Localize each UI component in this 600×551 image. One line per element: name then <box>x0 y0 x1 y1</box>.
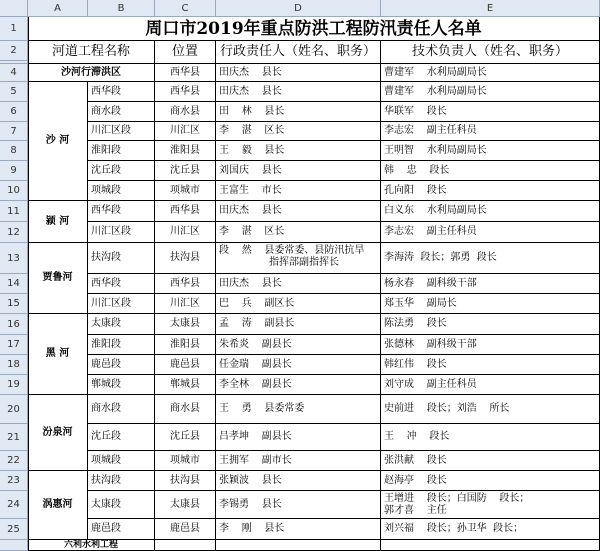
cell-tech-line2: 郭才喜 主任 <box>384 504 447 516</box>
cell-segment[interactable]: 淮阳段 <box>88 141 155 161</box>
cell-segment[interactable]: 沈丘段 <box>88 161 155 181</box>
cell-admin[interactable]: 吕孝坤 副县长 <box>216 424 381 451</box>
cell-location[interactable]: 商水县 <box>155 395 216 424</box>
cell-segment[interactable]: 太康段 <box>88 491 155 519</box>
cell-project-last[interactable]: 六利水利工程 <box>28 540 155 551</box>
cell-location[interactable]: 太康县 <box>155 491 216 519</box>
row-header-10[interactable]: 10 <box>0 181 28 201</box>
cell-tech[interactable]: 赵海亭 段长 <box>381 471 600 491</box>
cell-admin[interactable]: 任金瑞 副县长 <box>216 355 381 375</box>
row-header-1[interactable]: 1 <box>0 17 28 41</box>
row-header-25[interactable]: 25 <box>0 519 28 540</box>
row-header-4[interactable]: 4 <box>0 64 28 82</box>
cell-admin[interactable]: 李 刚 县长 <box>216 519 381 540</box>
cell-location[interactable]: 鹿邑县 <box>155 519 216 540</box>
cell-tech[interactable]: 曹建军 水利局副局长 <box>381 64 600 82</box>
cell-location[interactable]: 太康县 <box>155 314 216 335</box>
cell-segment[interactable]: 沈丘段 <box>88 424 155 451</box>
cell-admin[interactable]: 刘国庆 县长 <box>216 161 381 181</box>
cell-admin[interactable]: 田庆杰 县长 <box>216 64 381 82</box>
cell-tech[interactable] <box>381 540 600 551</box>
cell-admin[interactable]: 王 勇 县委常委 <box>216 395 381 424</box>
cell-segment[interactable]: 郸城段 <box>88 375 155 395</box>
cell-admin[interactable] <box>216 540 381 551</box>
header-location[interactable]: 位置 <box>155 41 216 64</box>
row-header-5[interactable]: 5 <box>0 82 28 102</box>
cell-admin[interactable]: 朱希炎 副县长 <box>216 335 381 355</box>
cell-segment[interactable]: 川汇区段 <box>88 222 155 243</box>
cell-tech[interactable]: 王 冲 段长 <box>381 424 600 451</box>
cell-segment[interactable]: 项城段 <box>88 451 155 471</box>
cell-tech[interactable]: 华联军 段长 <box>381 102 600 122</box>
cell-segment[interactable]: 商水段 <box>88 102 155 122</box>
row-header-22[interactable]: 22 <box>0 451 28 471</box>
cell-tech-line1: 王增进 段长；白国防 段长； <box>384 492 530 504</box>
cell-admin[interactable]: 孟 涛 副县长 <box>216 314 381 335</box>
cell-tech[interactable]: 李志宏 副主任科员 <box>381 222 600 243</box>
cell-tech[interactable]: 白义东 水利局副局长 <box>381 201 600 222</box>
cell-admin-line1: 段 然 县委常委、县防汛抗旱 <box>219 245 365 256</box>
cell-location[interactable]: 项城市 <box>155 451 216 471</box>
cell-admin[interactable]: 巴 兵 副区长 <box>216 294 381 314</box>
cell-location[interactable]: 鹿邑县 <box>155 355 216 375</box>
cell-location[interactable]: 西华县 <box>155 82 216 102</box>
cell-tech[interactable]: 郑玉华 副局长 <box>381 294 600 314</box>
cell-admin[interactable]: 王富生 市长 <box>216 181 381 201</box>
cell-admin[interactable]: 李 湛 区长 <box>216 122 381 141</box>
cell-group-yinghe[interactable]: 颍 河 <box>28 201 88 243</box>
row-header-14[interactable]: 14 <box>0 274 28 294</box>
cell-segment[interactable]: 西华段 <box>88 274 155 294</box>
cell-location[interactable]: 扶沟县 <box>155 471 216 491</box>
cell-tech[interactable]: 陈法勇 段长 <box>381 314 600 335</box>
row-header-21[interactable]: 21 <box>0 424 28 451</box>
cell-tech[interactable]: 孔向阳 段长 <box>381 181 600 201</box>
cell-admin[interactable]: 张颖波 县长 <box>216 471 381 491</box>
cell-project-shayingxing[interactable]: 沙河行滞洪区 <box>28 64 155 82</box>
cell-segment[interactable]: 鹿邑段 <box>88 355 155 375</box>
cell-segment[interactable]: 扶沟段 <box>88 471 155 491</box>
cell-tech[interactable]: 韩红伟 段长 <box>381 355 600 375</box>
row-header-2[interactable]: 2 <box>0 41 28 61</box>
col-header-a[interactable]: A <box>28 0 88 17</box>
row-header-16[interactable]: 16 <box>0 314 28 335</box>
cell-tech[interactable]: 刘兴福 段长；孙卫华 段长； <box>381 519 600 540</box>
row-header-26[interactable] <box>0 540 28 551</box>
row-header-23[interactable]: 23 <box>0 471 28 491</box>
row-header-13[interactable]: 13 <box>0 243 28 274</box>
cell-group-heihe[interactable]: 黑 河 <box>28 314 88 395</box>
cell-tech[interactable]: 刘守成 副主任科员 <box>381 375 600 395</box>
cell-segment[interactable]: 西华段 <box>88 201 155 222</box>
row-header-7[interactable]: 7 <box>0 122 28 141</box>
cell-location[interactable]: 川汇区 <box>155 222 216 243</box>
row-header-15[interactable]: 15 <box>0 294 28 314</box>
row-header-8[interactable]: 8 <box>0 141 28 161</box>
cell-tech[interactable] <box>381 491 600 519</box>
cell-location[interactable]: 淮阳县 <box>155 335 216 355</box>
cell-segment[interactable]: 鹿邑段 <box>88 519 155 540</box>
row-header-6[interactable]: 6 <box>0 102 28 122</box>
cell-tech[interactable]: 韩 忠 段长 <box>381 161 600 181</box>
col-header-b[interactable]: B <box>88 0 155 17</box>
cell-location[interactable]: 川汇区 <box>155 294 216 314</box>
cell-segment[interactable]: 扶沟段 <box>88 243 155 274</box>
cell-segment[interactable]: 西华段 <box>88 82 155 102</box>
row-header-17[interactable]: 17 <box>0 335 28 355</box>
cell-segment[interactable]: 川汇区段 <box>88 294 155 314</box>
cell-tech[interactable]: 张德林 副科级干部 <box>381 335 600 355</box>
cell-location[interactable]: 商水县 <box>155 102 216 122</box>
cell-tech[interactable]: 李海涛 段长；郭勇 段长 <box>381 243 600 274</box>
sheet-title[interactable]: 周口市2019年重点防洪工程防汛责任人名单 <box>28 17 600 41</box>
cell-admin[interactable]: 王 毅 县长 <box>216 141 381 161</box>
cell-admin[interactable]: 田庆杰 县长 <box>216 82 381 102</box>
row-header-11[interactable]: 11 <box>0 201 28 222</box>
row-header-24[interactable]: 24 <box>0 491 28 519</box>
cell-admin[interactable]: 李全林 副县长 <box>216 375 381 395</box>
cell-location[interactable]: 淮阳县 <box>155 141 216 161</box>
col-header-d[interactable]: D <box>216 0 381 17</box>
cell-tech[interactable]: 杨永春 副科级干部 <box>381 274 600 294</box>
cell-location[interactable]: 沈丘县 <box>155 161 216 181</box>
cell-group-shahe[interactable]: 沙 河 <box>28 82 88 201</box>
cell-location[interactable]: 扶沟县 <box>155 243 216 274</box>
cell-segment[interactable]: 太康段 <box>88 314 155 335</box>
cell-admin[interactable]: 田庆杰 县长 <box>216 274 381 294</box>
cell-admin[interactable]: 李锡勇 县长 <box>216 491 381 519</box>
cell-tech[interactable]: 曹建军 水利局副局长 <box>381 82 600 102</box>
cell-location[interactable] <box>155 540 216 551</box>
cell-location[interactable]: 沈丘县 <box>155 424 216 451</box>
cell-tech[interactable]: 李志宏 副主任科员 <box>381 122 600 141</box>
cell-segment[interactable]: 川汇区段 <box>88 122 155 141</box>
cell-location[interactable]: 西华县 <box>155 64 216 82</box>
cell-location[interactable]: 西华县 <box>155 201 216 222</box>
cell-admin[interactable]: 田 林 县长 <box>216 102 381 122</box>
cell-admin[interactable]: 李 湛 区长 <box>216 222 381 243</box>
cell-admin[interactable] <box>216 243 381 274</box>
corner-cell[interactable] <box>0 0 28 17</box>
row-header-12[interactable]: 12 <box>0 222 28 243</box>
cell-location[interactable]: 西华县 <box>155 274 216 294</box>
cell-segment[interactable]: 淮阳段 <box>88 335 155 355</box>
col-header-e[interactable]: E <box>381 0 600 17</box>
cell-admin[interactable]: 王拥军 副市长 <box>216 451 381 471</box>
cell-location[interactable]: 郸城县 <box>155 375 216 395</box>
cell-group-fenquan[interactable]: 汾泉河 <box>28 395 88 471</box>
row-header-9[interactable]: 9 <box>0 161 28 181</box>
cell-admin-line2: 指挥部副指挥长 <box>269 257 339 268</box>
row-header-18[interactable]: 18 <box>0 355 28 375</box>
row-header-19[interactable]: 19 <box>0 375 28 395</box>
cell-tech[interactable]: 王明智 水利局副局长 <box>381 141 600 161</box>
cell-tech[interactable]: 史前进 段长；刘浩 所长 <box>381 395 600 424</box>
header-tech[interactable]: 技术负责人（姓名、职务） <box>381 41 600 64</box>
cell-location[interactable]: 项城市 <box>155 181 216 201</box>
cell-group-jialu[interactable]: 贾鲁河 <box>28 243 88 314</box>
row-header-20[interactable]: 20 <box>0 395 28 424</box>
cell-segment[interactable]: 项城段 <box>88 181 155 201</box>
cell-tech[interactable]: 张洪献 段长 <box>381 451 600 471</box>
cell-group-guohui[interactable]: 涡惠河 <box>28 471 88 540</box>
header-project[interactable]: 河道工程名称 <box>28 41 155 64</box>
header-admin[interactable]: 行政责任人（姓名、职务） <box>216 41 381 64</box>
cell-segment[interactable]: 商水段 <box>88 395 155 424</box>
cell-location[interactable]: 川汇区 <box>155 122 216 141</box>
col-header-c[interactable]: C <box>155 0 216 17</box>
cell-admin[interactable]: 田庆杰 县长 <box>216 201 381 222</box>
